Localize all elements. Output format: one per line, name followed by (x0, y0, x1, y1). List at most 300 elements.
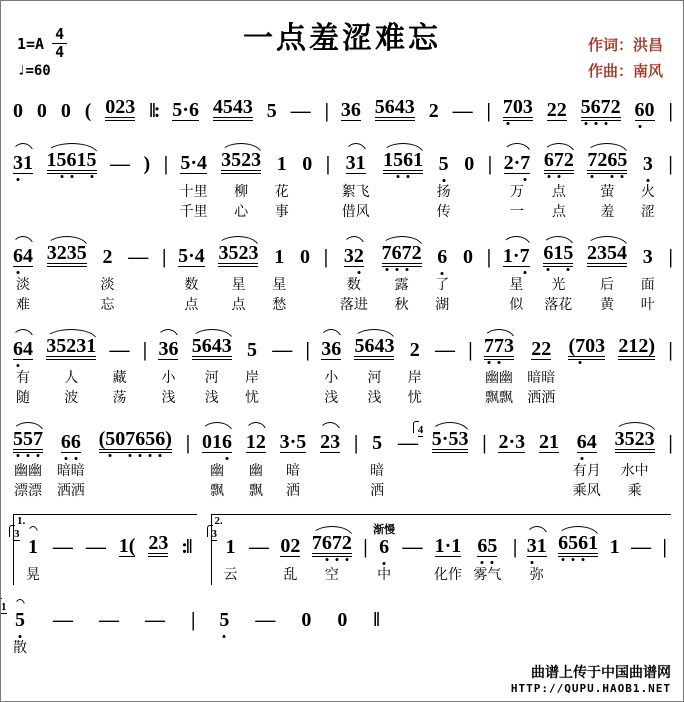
lyric-line-1: 雾气 (473, 567, 502, 583)
note-text (119, 536, 136, 557)
note-group (246, 421, 266, 501)
note-digit-low-octave: 5 (617, 149, 628, 171)
note-group (13, 142, 33, 222)
system-2 (13, 142, 671, 222)
note-text (13, 339, 33, 360)
note-digit: 4 (23, 245, 33, 267)
note-group (211, 525, 238, 585)
note-text (482, 433, 484, 453)
note-digit: 3 (522, 96, 533, 118)
note-digit: 1 (28, 536, 38, 558)
note-digit: — (248, 536, 269, 558)
note-digit-low-octave: 6 (590, 96, 601, 118)
volta-label: 1. (17, 515, 26, 527)
note-group (641, 142, 655, 222)
note-text (326, 154, 328, 174)
note-digit-low-octave: 5 (145, 428, 156, 450)
note-digit: 1 (76, 149, 87, 171)
note-group (14, 525, 40, 585)
note-text (432, 429, 469, 453)
note-digit: · (190, 152, 197, 174)
note-group (13, 421, 43, 501)
system-3 (13, 235, 671, 315)
note-wrap (439, 142, 449, 174)
note-group (547, 89, 567, 129)
barline (668, 142, 670, 222)
barline (487, 89, 489, 129)
note-wrap (301, 598, 311, 630)
note-digit-low-octave: 6 (66, 149, 77, 171)
note-group (57, 421, 85, 501)
note-text (181, 537, 190, 557)
note-digit: — (85, 536, 106, 558)
note-group (370, 421, 384, 501)
note-group (272, 235, 286, 315)
note-wrap (148, 525, 168, 557)
note-digit: 0 (585, 335, 596, 357)
note-digit-low-octave: 7 (519, 245, 530, 267)
note-digit: 3 (343, 245, 354, 267)
note-wrap (178, 235, 205, 267)
barline (181, 525, 190, 585)
note-wrap (373, 523, 396, 558)
note-wrap (463, 235, 473, 267)
lyric-line-1: 有 (16, 370, 30, 386)
note-digit-low-octave: 5 (438, 153, 449, 175)
note-wrap (643, 142, 653, 174)
note-group (145, 598, 165, 658)
note-text (61, 101, 71, 121)
note-text (321, 339, 341, 360)
volta-section-2 (211, 514, 672, 585)
note-text (162, 247, 164, 267)
lyric-line-2: 浅 (161, 390, 176, 406)
note-group (221, 142, 261, 222)
note-digit: 2 (503, 152, 514, 174)
note-wrap (544, 142, 574, 174)
note-digit: 5 (266, 100, 277, 122)
note-wrap (487, 89, 489, 121)
note-digit: 3 (595, 335, 606, 357)
note-digit: 1 (118, 535, 129, 557)
note-text (324, 247, 326, 267)
note-wrap (274, 235, 284, 267)
note-text (435, 340, 455, 360)
note-group (302, 142, 312, 222)
note-text (373, 610, 377, 630)
note-digit: 0 (301, 609, 312, 631)
note-digit: 5 (354, 335, 365, 357)
note-text (306, 340, 308, 360)
note-text (668, 433, 670, 453)
note-wrap (341, 89, 361, 121)
note-wrap (429, 89, 439, 121)
note-digit: 3 (597, 242, 608, 264)
lyric-line-2: 随 (16, 390, 30, 406)
note-wrap (618, 328, 655, 360)
note-digit: : (153, 100, 159, 122)
note-digit: ‖ (373, 609, 378, 631)
note-group (618, 328, 655, 408)
note-wrap (99, 598, 119, 630)
note-group (119, 525, 136, 585)
note-digit: 4 (211, 335, 222, 357)
note-group (527, 525, 547, 585)
lyric-line-1: 有月 (572, 463, 601, 479)
note-text (503, 246, 530, 267)
note-wrap (577, 421, 597, 453)
note-text (487, 247, 489, 267)
note-wrap (372, 421, 382, 453)
note-digit: 3 (221, 335, 232, 357)
note-digit: 5 (296, 431, 307, 453)
note-digit: 1 (609, 536, 620, 558)
note-text (272, 340, 292, 360)
note-group (354, 328, 394, 408)
note-digit: 3 (221, 149, 232, 171)
note-digit: 3 (158, 532, 169, 554)
note-text (280, 536, 300, 557)
volta-section-1 (13, 514, 197, 585)
note-digit: 3 (404, 96, 415, 118)
note-digit: ) (648, 335, 656, 357)
lyric-line-2: 心 (234, 204, 249, 220)
note-digit: 0 (60, 100, 71, 122)
note-wrap (46, 328, 96, 360)
note-text (543, 243, 573, 267)
note-digit: 2 (66, 335, 77, 357)
note-digit: 3 (46, 242, 57, 264)
note-wrap (615, 421, 655, 453)
note-digit-low-octave: 6 (543, 242, 554, 264)
lyric-line-1: 淡 (16, 277, 30, 293)
note-digit: 2 (498, 431, 509, 453)
note-group (631, 525, 651, 585)
note-text (487, 101, 489, 121)
note-digit: 5 (231, 149, 242, 171)
note-wrap (488, 142, 490, 174)
note-digit: 1 (383, 149, 394, 171)
note-digit: 3 (515, 431, 526, 453)
note-digit: 2 (597, 149, 608, 171)
note-group (202, 421, 232, 501)
note-group (408, 328, 422, 408)
note-wrap (277, 142, 287, 174)
note-text (247, 340, 257, 360)
note-digit: — (397, 432, 418, 454)
note-text (643, 247, 653, 267)
note-digit: ‖ (149, 100, 154, 122)
lyric-line-2: 飘 (210, 483, 224, 499)
note-text (382, 243, 422, 267)
lyric-line-1: 中 (377, 567, 392, 583)
note-text (46, 336, 96, 360)
note-text (375, 97, 415, 121)
score (1, 87, 683, 658)
time-signature (52, 27, 67, 60)
note-text (53, 537, 73, 557)
note-wrap (202, 421, 232, 453)
note-group (312, 525, 352, 585)
note-text (61, 432, 81, 453)
note-digit: 5 (228, 242, 239, 264)
note-text (558, 533, 598, 557)
note-group (86, 525, 106, 585)
note-digit-low-octave: 3 (13, 152, 23, 174)
note-digit: 5 (56, 335, 67, 357)
lyric-line-2: 荡 (112, 390, 127, 406)
note-digit: — (435, 339, 455, 361)
note-digit: 2 (538, 431, 549, 453)
note-group (429, 89, 439, 129)
note-group (245, 328, 259, 408)
note-digit: 2 (556, 99, 567, 121)
note-text (143, 340, 145, 360)
note-digit: | (161, 246, 165, 268)
note-wrap (498, 421, 525, 453)
barline (164, 142, 166, 222)
note-group (213, 89, 253, 129)
note-group (503, 235, 530, 315)
note-text (383, 150, 423, 174)
note-group (158, 328, 178, 408)
note-group (398, 421, 418, 501)
barline (488, 142, 490, 222)
note-text (186, 433, 188, 453)
note-digit: 1 (502, 245, 513, 267)
note-text (435, 536, 462, 557)
note-digit-low-octave: 5 (56, 149, 67, 171)
note-digit: 0 (302, 153, 313, 175)
note-wrap (13, 235, 33, 267)
note-text (337, 610, 347, 630)
lyric-line-1: 藏 (112, 370, 127, 386)
note-wrap (410, 328, 420, 360)
note-text (13, 101, 23, 121)
system-7 (1, 598, 395, 658)
note-digit: | (668, 100, 671, 122)
note-digit-low-octave: 7 (520, 152, 531, 174)
note-text (635, 100, 655, 121)
note-wrap (477, 525, 497, 557)
note-text (484, 336, 514, 360)
note-digit: 3 (251, 149, 262, 171)
note-text (513, 537, 515, 557)
note-digit-low-octave: 7 (553, 149, 564, 171)
barline (373, 598, 377, 658)
note-text (344, 246, 364, 267)
lyric-line-2: 羞 (600, 204, 615, 220)
lyric-line-2: 似 (509, 297, 524, 313)
note-digit: 1 (276, 153, 287, 175)
note-group (615, 421, 655, 501)
grace-note: 3 (211, 528, 217, 540)
note-digit: 1 (274, 246, 285, 268)
note-text (346, 153, 366, 174)
note-group (581, 89, 621, 129)
note-group (255, 598, 275, 658)
footer (511, 662, 671, 695)
barline (149, 89, 158, 129)
note-digit-low-octave: 6 (321, 532, 332, 554)
note-digit-low-octave: 6 (70, 431, 81, 453)
note-digit: — (128, 246, 149, 268)
note-digit-low-octave: 6 (634, 99, 645, 121)
lyric-line-1: 空 (324, 567, 339, 583)
note-digit: 1 (23, 152, 33, 174)
system-6 (13, 514, 671, 585)
note-group (342, 142, 370, 222)
lyric-line-1: 人 (64, 370, 79, 386)
note-text (267, 101, 277, 121)
lyric-line-1: 河 (204, 370, 219, 386)
key-signature-block (17, 27, 67, 79)
note-group (128, 235, 148, 315)
note-text (192, 336, 232, 360)
lyric-line-1: 十里 (179, 184, 208, 200)
note-wrap (61, 421, 81, 453)
note-digit: 2 (546, 99, 557, 121)
note-text (249, 537, 269, 557)
note-text (363, 537, 365, 557)
lyric-line-1: 暗暗 (527, 370, 556, 386)
note-group (218, 235, 258, 315)
lyric-line-1: 火 (640, 184, 655, 200)
tempo (17, 63, 67, 79)
note-wrap (247, 328, 257, 360)
note-group (558, 525, 598, 585)
note-digit: 3 (248, 242, 259, 264)
note-digit: 5 (76, 242, 87, 264)
note-text (37, 101, 47, 121)
note-wrap (47, 142, 97, 174)
note-digit: 2 (148, 532, 159, 554)
note-digit-low-octave: 6 (135, 428, 146, 450)
note-digit: 4 (212, 96, 223, 118)
note-digit: 1 (355, 152, 366, 174)
note-group (61, 89, 71, 129)
note-digit: | (668, 153, 671, 175)
note-digit: · (508, 431, 516, 453)
note-text (102, 247, 112, 267)
note-text (464, 154, 474, 174)
lyric-line-2: 乘风 (572, 483, 601, 499)
note-digit: 4 (374, 335, 385, 357)
note-digit: — (272, 339, 293, 361)
note-wrap (383, 142, 423, 174)
lyric-line-2: 浅 (324, 390, 339, 406)
note-group (46, 328, 96, 408)
note-digit: 6 (364, 335, 375, 357)
barline (324, 235, 326, 315)
note-wrap (99, 421, 172, 453)
barline (662, 525, 664, 585)
note-group (375, 89, 415, 129)
note-group (383, 142, 423, 222)
note-digit-low-octave: 5 (563, 242, 574, 264)
note-digit: · (513, 152, 521, 174)
note-digit: 1 (628, 335, 639, 357)
note-group (587, 235, 627, 315)
note-digit: 2 (290, 535, 301, 557)
note-digit-low-octave: 6 (607, 149, 618, 171)
note-digit: 2 (409, 339, 420, 361)
note-text (437, 247, 447, 267)
note-text (47, 150, 97, 174)
note-text (274, 247, 284, 267)
note-digit: 4 (194, 245, 205, 267)
note-wrap (558, 525, 598, 557)
note-text (398, 433, 418, 453)
note-wrap (13, 328, 33, 360)
note-text (158, 339, 178, 360)
note-wrap (105, 89, 135, 121)
note-wrap (346, 142, 366, 174)
lyric-line-1: 小 (161, 370, 176, 386)
note-text (544, 150, 574, 174)
note-digit: 6 (350, 99, 361, 121)
note-wrap (255, 598, 275, 630)
lyric-line-2: 点 (184, 297, 199, 313)
note-group (464, 142, 474, 222)
note-text (221, 150, 261, 174)
note-wrap (587, 235, 627, 267)
note-wrap (468, 328, 470, 360)
note-text (320, 432, 340, 453)
note-wrap (14, 525, 38, 558)
note-wrap (149, 89, 158, 121)
note-text (325, 101, 327, 121)
note-digit-low-octave: 3 (526, 535, 537, 557)
note-digit: 3 (644, 428, 655, 450)
note-wrap (539, 421, 559, 453)
note-group (544, 142, 574, 222)
note-wrap (164, 142, 166, 174)
note-digit: 3 (158, 338, 169, 360)
note-text (668, 340, 670, 360)
note-group (641, 235, 655, 315)
note-wrap (326, 142, 328, 174)
lyric-line-1: 幽幽 (484, 370, 513, 386)
barline (487, 235, 489, 315)
note-wrap (145, 598, 165, 630)
note-wrap (435, 525, 462, 557)
quarter-note-icon: ♩ (17, 63, 26, 79)
note-wrap (302, 142, 312, 174)
note-text (503, 97, 533, 121)
barline (306, 328, 308, 408)
note-wrap (668, 328, 670, 360)
note-digit-low-octave: 5 (393, 149, 404, 171)
note-wrap (527, 525, 547, 557)
note-digit: 2 (563, 149, 574, 171)
note-wrap (503, 89, 533, 121)
note-digit: 4 (586, 431, 597, 453)
note-wrap (102, 235, 112, 267)
note-wrap (662, 525, 664, 557)
note-digit-low-octave: 5 (15, 609, 25, 631)
lyric-line-2: 忘 (100, 297, 115, 313)
note-digit: | (668, 246, 671, 268)
volta-label: 2. (214, 515, 223, 527)
note-digit-low-octave: 5 (219, 609, 230, 631)
note-digit-low-octave: 7 (381, 242, 392, 264)
note-group (382, 235, 422, 315)
note-group (180, 142, 208, 222)
note-digit: 3 (384, 335, 395, 357)
note-digit: | (324, 100, 327, 122)
note-text (615, 429, 655, 453)
